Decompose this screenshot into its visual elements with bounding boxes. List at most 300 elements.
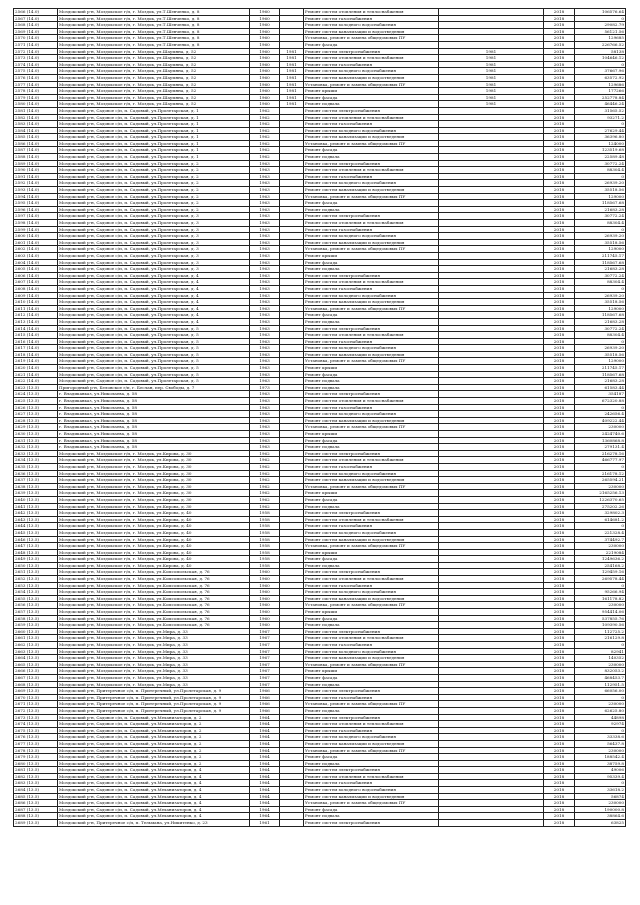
row-number-cell: 2590 (14.0): [14, 167, 58, 174]
plan-year-cell: 2018: [544, 285, 575, 292]
note-cell: [439, 140, 544, 147]
build-year-cell: 1967: [250, 681, 280, 688]
plan-year-cell: 2018: [544, 490, 575, 497]
amount-cell: 93271.2: [575, 114, 626, 121]
plan-year-cell: 2018: [544, 806, 575, 813]
work-type-cell: Ремонт систем холодного водоснабжения: [304, 292, 439, 299]
address-cell: Моздокский р-н, Садовое с/п, п. Садовый, ул.Пролетарская, д. 3: [58, 213, 250, 220]
build-year-cell: 1963: [250, 318, 280, 325]
amount-cell: 254168.2: [575, 562, 626, 569]
amount-cell: 129686: [575, 81, 626, 88]
note-cell: [439, 417, 544, 424]
reconstruction-year-cell: [280, 134, 304, 141]
table-row: [14, 180, 626, 187]
plan-year-cell: 2018: [544, 694, 575, 701]
build-year-cell: 1962: [250, 490, 280, 497]
build-year-cell: 1963: [250, 173, 280, 180]
address-cell: Моздокский р-н, Моздокское г/п, г. Моздок, ул.Кирова, д. 40: [58, 556, 250, 563]
build-year-cell: 1964: [250, 800, 280, 807]
amount-cell: 112725.2: [575, 628, 626, 635]
reconstruction-year-cell: [280, 602, 304, 609]
table-row: [14, 94, 626, 101]
build-year-cell: 1967: [250, 628, 280, 635]
row-number-cell: 2685 (13.5): [14, 793, 58, 800]
address-cell: Моздокский р-н, Моздокское г/п, г. Моздок, ул.Т.Шевченко, д. 8: [58, 15, 250, 22]
reconstruction-year-cell: [280, 701, 304, 708]
build-year-cell: 1963: [250, 338, 280, 345]
build-year-cell: 1958: [250, 556, 280, 563]
row-number-cell: 2653 (13.5): [14, 582, 58, 589]
note-cell: [439, 424, 544, 431]
row-number-cell: 2674 (13.5): [14, 721, 58, 728]
address-cell: Моздокский р-н, Моздокское г/п, г. Моздок, ул.Шаумяна, д. 52: [58, 61, 250, 68]
amount-cell: 129000: [575, 305, 626, 312]
reconstruction-year-cell: [280, 582, 304, 589]
work-type-cell: Ремонт систем отопления и теплоснабжения: [304, 220, 439, 227]
work-type-cell: Ремонт подвала: [304, 154, 439, 161]
table-row: [14, 490, 626, 497]
address-cell: Моздокский р-н, Садовое с/п, п. Садовый, ул.Пролетарская, д. 2: [58, 200, 250, 207]
build-year-cell: 1963: [250, 206, 280, 213]
table-row: [14, 101, 626, 108]
row-number-cell: 2676 (13.5): [14, 734, 58, 741]
work-type-cell: Ремонт крыши: [304, 609, 439, 616]
table-row: [14, 325, 626, 332]
note-cell: [439, 793, 544, 800]
note-cell: [439, 740, 544, 747]
plan-year-cell: 2018: [544, 68, 575, 75]
reconstruction-year-cell: [280, 107, 304, 114]
reconstruction-year-cell: [280, 787, 304, 794]
amount-cell: 118567.68: [575, 312, 626, 319]
work-type-cell: Ремонт систем канализации и водоотведения: [304, 595, 439, 602]
row-number-cell: 2611 (14.0): [14, 305, 58, 312]
table-row: [14, 628, 626, 635]
amount-cell: 30772.24: [575, 325, 626, 332]
plan-year-cell: 2018: [544, 338, 575, 345]
build-year-cell: 1963: [250, 371, 280, 378]
reconstruction-year-cell: [280, 714, 304, 721]
build-year-cell: 1962: [250, 121, 280, 128]
amount-cell: 35518.56: [575, 187, 626, 194]
table-row: [14, 351, 626, 358]
note-cell: [439, 259, 544, 266]
work-type-cell: Ремонт систем электроснабжения: [304, 714, 439, 721]
amount-cell: 124000: [575, 140, 626, 147]
address-cell: Моздокский р-н, Моздокское г/п, г. Моздок, ул.Кирова, д. 40: [58, 529, 250, 536]
row-number-cell: 2618 (14.0): [14, 351, 58, 358]
work-type-cell: Ремонт систем электроснабжения: [304, 767, 439, 774]
plan-year-cell: 2018: [544, 431, 575, 438]
plan-year-cell: 2018: [544, 325, 575, 332]
reconstruction-year-cell: [280, 187, 304, 194]
table-row: [14, 536, 626, 543]
build-year-cell: 1962: [250, 496, 280, 503]
note-cell: [439, 213, 544, 220]
work-type-cell: Ремонт систем канализации и водоотведения: [304, 187, 439, 194]
work-type-cell: Ремонт систем электроснабжения: [304, 107, 439, 114]
row-number-cell: 2579 (14.0): [14, 94, 58, 101]
table-row: [14, 74, 626, 81]
row-number-cell: 2610 (14.0): [14, 299, 58, 306]
build-year-cell: 1960: [250, 28, 280, 35]
amount-cell: 21683.28: [575, 266, 626, 273]
address-cell: Моздокский р-н, Садовое с/п, п. Садовый, ул.Механизаторов, д. 2: [58, 760, 250, 767]
row-number-cell: 2682 (13.5): [14, 773, 58, 780]
work-type-cell: Установка, ремонт и замена общедомовых ПУ: [304, 424, 439, 431]
note-cell: [439, 338, 544, 345]
note-cell: [439, 437, 544, 444]
work-type-cell: Ремонт систем электроснабжения: [304, 325, 439, 332]
row-number-cell: 2621 (14.0): [14, 371, 58, 378]
row-number-cell: 2627 (13.5): [14, 411, 58, 418]
plan-year-cell: 2018: [544, 292, 575, 299]
amount-cell: 0: [575, 404, 626, 411]
plan-year-cell: 2018: [544, 787, 575, 794]
address-cell: г. Владикавказ, ул.Николаева, д. 58: [58, 398, 250, 405]
build-year-cell: 1958: [250, 516, 280, 523]
build-year-cell: 1963: [250, 417, 280, 424]
plan-year-cell: 2018: [544, 35, 575, 42]
plan-year-cell: 2018: [544, 510, 575, 517]
note-cell: [439, 444, 544, 451]
work-type-cell: Ремонт подвала: [304, 503, 439, 510]
build-year-cell: 1964: [250, 767, 280, 774]
build-year-cell: 1967: [250, 642, 280, 649]
reconstruction-year-cell: [280, 437, 304, 444]
build-year-cell: 1960: [250, 9, 280, 16]
row-number-cell: 2669 (13.5): [14, 688, 58, 695]
amount-cell: 354187: [575, 391, 626, 398]
amount-cell: 216278.16: [575, 450, 626, 457]
amount-cell: 46446.24: [575, 101, 626, 108]
row-number-cell: 2635 (13.5): [14, 463, 58, 470]
address-cell: Моздокский р-н, Моздокское г/п, г. Моздок, ул.Комсомольская, д. 76: [58, 609, 250, 616]
address-cell: Моздокский р-н, Садовое с/п, п. Садовый, ул.Пролетарская, д. 1: [58, 147, 250, 154]
reconstruction-year-cell: [280, 477, 304, 484]
note-cell: [439, 674, 544, 681]
build-year-cell: 1963: [250, 358, 280, 365]
plan-year-cell: 2018: [544, 239, 575, 246]
amount-cell: 88304.4: [575, 167, 626, 174]
work-type-cell: Ремонт систем холодного водоснабжения: [304, 589, 439, 596]
row-number-cell: 2651 (13.5): [14, 569, 58, 576]
reconstruction-year-cell: [280, 424, 304, 431]
build-year-cell: 1960: [250, 74, 280, 81]
note-cell: [439, 721, 544, 728]
work-type-cell: Ремонт систем газоснабжения: [304, 582, 439, 589]
row-number-cell: 2662 (13.5): [14, 642, 58, 649]
table-row: [14, 503, 626, 510]
reconstruction-year-cell: 1981: [280, 81, 304, 88]
row-number-cell: 2575 (14.0): [14, 68, 58, 75]
row-number-cell: 2643 (13.5): [14, 516, 58, 523]
plan-year-cell: 2018: [544, 615, 575, 622]
amount-cell: 92974: [575, 721, 626, 728]
plan-year-cell: 2018: [544, 463, 575, 470]
address-cell: Моздокский р-н, Моздокское г/п, г. Моздок, ул.Мира, д. 33: [58, 655, 250, 662]
build-year-cell: 1963: [250, 285, 280, 292]
table-row: [14, 463, 626, 470]
work-type-cell: Ремонт систем газоснабжения: [304, 121, 439, 128]
amount-cell: 129000: [575, 193, 626, 200]
table-row: [14, 22, 626, 29]
amount-cell: 2165256.13: [575, 490, 626, 497]
build-year-cell: 1962: [250, 147, 280, 154]
reconstruction-year-cell: [280, 576, 304, 583]
table-row: [14, 820, 626, 827]
reconstruction-year-cell: [280, 312, 304, 319]
table-row: [14, 358, 626, 365]
row-number-cell: 2597 (14.0): [14, 213, 58, 220]
build-year-cell: 1962: [250, 470, 280, 477]
table-row: [14, 516, 626, 523]
row-number-cell: 2646 (13.5): [14, 536, 58, 543]
amount-cell: 31565.52: [575, 107, 626, 114]
table-row: [14, 668, 626, 675]
note-cell: [439, 754, 544, 761]
amount-cell: 82941: [575, 648, 626, 655]
table-row: [14, 9, 626, 16]
address-cell: Моздокский р-н, Моздокское г/п, г. Моздок, ул.Кирова, д. 40: [58, 510, 250, 517]
amount-cell: 88304.4: [575, 279, 626, 286]
reconstruction-year-cell: [280, 754, 304, 761]
reconstruction-year-cell: [280, 661, 304, 668]
work-type-cell: Ремонт систем холодного водоснабжения: [304, 734, 439, 741]
reconstruction-year-cell: 1981: [280, 68, 304, 75]
table-row: [14, 48, 626, 55]
table-row: [14, 305, 626, 312]
plan-year-cell: 2018: [544, 648, 575, 655]
work-type-cell: Ремонт подвала: [304, 813, 439, 820]
address-cell: Моздокский р-н, Садовое с/п, п. Садовый, ул.Пролетарская, д. 1: [58, 127, 250, 134]
row-number-cell: 2664 (13.5): [14, 655, 58, 662]
address-cell: Моздокский р-н, Садовое с/п, п. Садовый, ул.Пролетарская, д. 5: [58, 365, 250, 372]
note-cell: [439, 134, 544, 141]
reconstruction-year-cell: [280, 411, 304, 418]
note-cell: 1981: [439, 48, 544, 55]
row-number-cell: 2608 (14.0): [14, 285, 58, 292]
plan-year-cell: 2018: [544, 721, 575, 728]
plan-year-cell: 2018: [544, 127, 575, 134]
table-row: [14, 266, 626, 273]
note-cell: [439, 655, 544, 662]
note-cell: [439, 773, 544, 780]
reconstruction-year-cell: [280, 529, 304, 536]
reconstruction-year-cell: [280, 404, 304, 411]
reconstruction-year-cell: [280, 800, 304, 807]
build-year-cell: 1962: [250, 134, 280, 141]
note-cell: [439, 220, 544, 227]
row-number-cell: 2659 (13.5): [14, 622, 58, 629]
row-number-cell: 2654 (13.5): [14, 589, 58, 596]
work-type-cell: Ремонт фасада: [304, 754, 439, 761]
plan-year-cell: 2018: [544, 477, 575, 484]
row-number-cell: 2583 (14.0): [14, 121, 58, 128]
build-year-cell: 1963: [250, 200, 280, 207]
reconstruction-year-cell: [280, 496, 304, 503]
address-cell: Моздокский р-н, Моздокское г/п, г. Моздок, ул.Комсомольская, д. 76: [58, 576, 250, 583]
plan-year-cell: 2018: [544, 529, 575, 536]
amount-cell: 0: [575, 582, 626, 589]
work-type-cell: Ремонт систем отопления и теплоснабжения: [304, 167, 439, 174]
table-row: [14, 740, 626, 747]
reconstruction-year-cell: [280, 655, 304, 662]
plan-year-cell: 2018: [544, 496, 575, 503]
table-row: [14, 595, 626, 602]
plan-year-cell: 2018: [544, 259, 575, 266]
table-row: [14, 160, 626, 167]
table-row: [14, 404, 626, 411]
work-type-cell: Ремонт подвала: [304, 760, 439, 767]
build-year-cell: 1963: [250, 444, 280, 451]
build-year-cell: 1964: [250, 773, 280, 780]
table-row: [14, 365, 626, 372]
build-year-cell: 1960: [250, 22, 280, 29]
plan-year-cell: 2018: [544, 582, 575, 589]
table-row: [14, 292, 626, 299]
note-cell: [439, 628, 544, 635]
plan-year-cell: 2018: [544, 318, 575, 325]
reconstruction-year-cell: [280, 154, 304, 161]
build-year-cell: 1963: [250, 437, 280, 444]
build-year-cell: 1966: [250, 707, 280, 714]
build-year-cell: 1960: [250, 81, 280, 88]
plan-year-cell: 2018: [544, 734, 575, 741]
table-row: [14, 569, 626, 576]
reconstruction-year-cell: [280, 721, 304, 728]
plan-year-cell: 2018: [544, 569, 575, 576]
note-cell: [439, 365, 544, 372]
plan-year-cell: 2018: [544, 147, 575, 154]
table-row: [14, 615, 626, 622]
address-cell: Моздокский р-н, Садовое с/п, п. Садовый, ул.Пролетарская, д. 5: [58, 371, 250, 378]
build-year-cell: 1963: [250, 279, 280, 286]
plan-year-cell: 2018: [544, 332, 575, 339]
table-row: [14, 721, 626, 728]
amount-cell: 62625.80: [575, 707, 626, 714]
reconstruction-year-cell: [280, 220, 304, 227]
row-number-cell: 2609 (14.0): [14, 292, 58, 299]
row-number-cell: 2672 (13.5): [14, 707, 58, 714]
row-number-cell: 2602 (14.0): [14, 246, 58, 253]
table-row: [14, 285, 626, 292]
amount-cell: 230000: [575, 543, 626, 550]
table-row: [14, 15, 626, 22]
work-type-cell: Ремонт систем газоснабжения: [304, 642, 439, 649]
plan-year-cell: 2018: [544, 404, 575, 411]
work-type-cell: Установка, ремонт и замена общедомовых ПУ: [304, 193, 439, 200]
amount-cell: 21683.28: [575, 378, 626, 385]
work-type-cell: Ремонт систем газоснабжения: [304, 694, 439, 701]
reconstruction-year-cell: [280, 259, 304, 266]
reconstruction-year-cell: 1981: [280, 48, 304, 55]
row-number-cell: 2683 (13.5): [14, 780, 58, 787]
work-type-cell: Ремонт систем канализации и водоотведения: [304, 740, 439, 747]
address-cell: Моздокский р-н, Моздокское г/п, г. Моздок, ул.Комсомольская, д. 76: [58, 595, 250, 602]
amount-cell: 33618.2: [575, 787, 626, 794]
plan-year-cell: 2018: [544, 556, 575, 563]
note-cell: [439, 496, 544, 503]
build-year-cell: 1967: [250, 674, 280, 681]
table-row: [14, 200, 626, 207]
address-cell: Моздокский р-н, Садовое с/п, п. Садовый, ул.Пролетарская, д. 2: [58, 206, 250, 213]
table-row: [14, 312, 626, 319]
note-cell: [439, 193, 544, 200]
address-cell: Моздокский р-н, Моздокское г/п, г. Моздок, ул.Т.Шевченко, д. 8: [58, 9, 250, 16]
table-row: [14, 61, 626, 68]
table-row: [14, 602, 626, 609]
work-type-cell: Ремонт систем газоснабжения: [304, 285, 439, 292]
reconstruction-year-cell: [280, 15, 304, 22]
plan-year-cell: 2018: [544, 773, 575, 780]
note-cell: [439, 345, 544, 352]
address-cell: Моздокский р-н, Моздокское г/п, г. Моздок, ул.Кирова, д. 30: [58, 457, 250, 464]
reconstruction-year-cell: [280, 338, 304, 345]
amount-cell: 61583.44: [575, 384, 626, 391]
address-cell: Моздокский р-н, Моздокское г/п, г. Моздок, ул.Кирова, д. 40: [58, 549, 250, 556]
note-cell: [439, 167, 544, 174]
plan-year-cell: 2018: [544, 813, 575, 820]
amount-cell: 27629.44: [575, 127, 626, 134]
plan-year-cell: 2018: [544, 457, 575, 464]
reconstruction-year-cell: [280, 470, 304, 477]
amount-cell: 37667.96: [575, 68, 626, 75]
table-row: [14, 193, 626, 200]
address-cell: Моздокский р-н, Моздокское г/п, г. Моздок, ул.Комсомольская, д. 76: [58, 569, 250, 576]
reconstruction-year-cell: [280, 365, 304, 372]
note-cell: [439, 477, 544, 484]
table-row: [14, 279, 626, 286]
address-cell: Моздокский р-н, Притеречное с/п, п. Тельмана, ул.Никитенко, д. 23: [58, 820, 250, 827]
row-number-cell: 2593 (14.0): [14, 187, 58, 194]
work-type-cell: Ремонт подвала: [304, 681, 439, 688]
work-type-cell: Ремонт фасада: [304, 674, 439, 681]
amount-cell: 22589.48: [575, 154, 626, 161]
reconstruction-year-cell: [280, 642, 304, 649]
note-cell: [439, 549, 544, 556]
row-number-cell: 2612 (14.0): [14, 312, 58, 319]
table-row: [14, 800, 626, 807]
build-year-cell: 1967: [250, 635, 280, 642]
address-cell: Моздокский р-н, Садовое с/п, п. Садовый, ул.Пролетарская, д. 1: [58, 134, 250, 141]
amount-cell: 56121.56: [575, 28, 626, 35]
work-type-cell: Ремонт систем отопления и теплоснабжения: [304, 279, 439, 286]
plan-year-cell: 2018: [544, 589, 575, 596]
plan-year-cell: 2018: [544, 233, 575, 240]
address-cell: Моздокский р-н, Садовое с/п, п. Садовый, ул.Пролетарская, д. 5: [58, 325, 250, 332]
build-year-cell: 1960: [250, 602, 280, 609]
address-cell: Моздокский р-н, Моздокское г/п, г. Моздок, ул.Кирова, д. 40: [58, 536, 250, 543]
reconstruction-year-cell: 1981: [280, 55, 304, 62]
plan-year-cell: 2018: [544, 444, 575, 451]
row-number-cell: 2681 (13.5): [14, 767, 58, 774]
reconstruction-year-cell: [280, 523, 304, 530]
note-cell: [439, 787, 544, 794]
note-cell: [439, 727, 544, 734]
address-cell: Моздокский р-н, Садовое с/п, п. Садовый, ул.Пролетарская, д. 5: [58, 378, 250, 385]
work-type-cell: Ремонт крыши: [304, 365, 439, 372]
note-cell: [439, 602, 544, 609]
address-cell: Моздокский р-н, Садовое с/п, п. Садовый, ул.Механизаторов, д. 4: [58, 773, 250, 780]
plan-year-cell: 2018: [544, 358, 575, 365]
table-row: [14, 338, 626, 345]
work-type-cell: Ремонт систем электроснабжения: [304, 628, 439, 635]
row-number-cell: 2628 (13.5): [14, 417, 58, 424]
table-row: [14, 417, 626, 424]
build-year-cell: 1963: [250, 299, 280, 306]
address-cell: г. Владикавказ, ул.Николаева, д. 58: [58, 424, 250, 431]
